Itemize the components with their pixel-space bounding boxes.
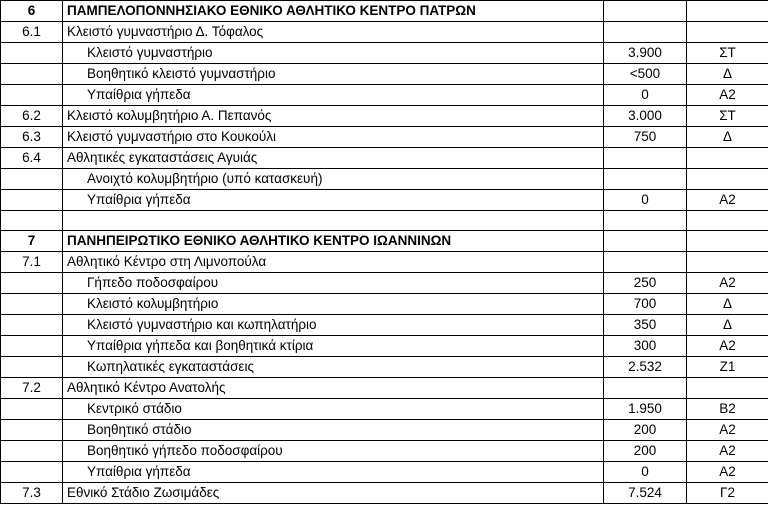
facility-name-cell: Βοηθητικό στάδιο	[63, 420, 604, 441]
row-number-cell	[1, 273, 63, 294]
capacity-cell: 350	[604, 315, 687, 336]
table-row	[1, 357, 768, 378]
category-code-cell	[687, 22, 768, 43]
facility-name-cell: Κλειστό γυμναστήριο	[63, 43, 604, 64]
capacity-cell: 0	[604, 462, 687, 483]
facility-name-cell: Αθλητικές εγκαταστάσεις Αγυιάς	[63, 148, 604, 169]
table-row	[1, 106, 768, 127]
category-code-cell: Α2	[687, 441, 768, 462]
table-row	[1, 169, 768, 190]
facility-name-cell: Κλειστό γυμναστήριο Δ. Τόφαλος	[63, 22, 604, 43]
facility-name-cell: Κλειστό κολυμβητήριο	[63, 294, 604, 315]
row-number-cell: 6.2	[1, 106, 63, 127]
capacity-cell	[604, 169, 687, 190]
row-number-cell: 6.4	[1, 148, 63, 169]
section-row	[1, 231, 768, 252]
capacity-cell: 3.900	[604, 43, 687, 64]
category-code-cell	[687, 252, 768, 273]
table-row	[1, 399, 768, 420]
category-code-cell: Δ	[687, 315, 768, 336]
facility-name-cell: ΠΑΝΗΠΕΙΡΩΤΙΚΟ ΕΘΝΙΚΟ ΑΘΛΗΤΙΚΟ ΚΕΝΤΡΟ ΙΩΑΝΝΙΝΩΝ	[63, 231, 604, 252]
facility-name-cell: Βοηθητικό κλειστό γυμναστήριο	[63, 64, 604, 85]
facility-name-cell: Κλειστό γυμναστήριο και κωπηλατήριο	[63, 315, 604, 336]
table-row	[1, 483, 768, 504]
facility-name-cell: Κλειστό κολυμβητήριο Α. Πεπανός	[63, 106, 604, 127]
capacity-cell	[604, 252, 687, 273]
capacity-cell	[604, 22, 687, 43]
facility-name-cell: Κλειστό γυμναστήριο στο Κουκούλι	[63, 127, 604, 148]
facility-name-cell: Υπαίθρια γήπεδα	[63, 190, 604, 211]
facility-name-cell	[63, 211, 604, 231]
row-number-cell: 7.3	[1, 483, 63, 504]
table-row	[1, 252, 768, 273]
table-row	[1, 127, 768, 148]
category-code-cell: ΣΤ	[687, 43, 768, 64]
row-number-cell	[1, 64, 63, 85]
category-code-cell	[687, 148, 768, 169]
facility-name-cell: Υπαίθρια γήπεδα	[63, 85, 604, 106]
table-row	[1, 64, 768, 85]
row-number-cell	[1, 211, 63, 231]
category-code-cell: Α2	[687, 85, 768, 106]
row-number-cell: 6.3	[1, 127, 63, 148]
row-number-cell	[1, 399, 63, 420]
facility-name-cell: Αθλητικό Κέντρο στη Λιμνοπούλα	[63, 252, 604, 273]
category-code-cell: Α2	[687, 462, 768, 483]
row-number-cell	[1, 190, 63, 211]
row-number-cell	[1, 169, 63, 190]
category-code-cell	[687, 169, 768, 190]
facilities-table-body	[1, 1, 768, 504]
facility-name-cell: Αθλητικό Κέντρο Ανατολής	[63, 378, 604, 399]
capacity-cell	[604, 211, 687, 231]
category-code-cell: ΣΤ	[687, 106, 768, 127]
capacity-cell: 200	[604, 441, 687, 462]
row-number-cell: 6.1	[1, 22, 63, 43]
category-code-cell	[687, 378, 768, 399]
capacity-cell: 0	[604, 85, 687, 106]
category-code-cell: Γ2	[687, 483, 768, 504]
table-row	[1, 462, 768, 483]
table-row	[1, 378, 768, 399]
facility-name-cell: Κωπηλατικές εγκαταστάσεις	[63, 357, 604, 378]
facility-name-cell: Εθνικό Στάδιο Ζωσιμάδες	[63, 483, 604, 504]
capacity-cell	[604, 1, 687, 22]
category-code-cell: Δ	[687, 64, 768, 85]
row-number-cell	[1, 85, 63, 106]
facility-name-cell: ΠΑΜΠΕΛΟΠΟΝΝΗΣΙΑΚΟ ΕΘΝΙΚΟ ΑΘΛΗΤΙΚΟ ΚΕΝΤΡΟ ΠΑΤΡΩΝ	[63, 1, 604, 22]
capacity-cell: 2.532	[604, 357, 687, 378]
row-number-cell	[1, 294, 63, 315]
facility-name-cell: Ανοιχτό κολυμβητήριο (υπό κατασκευή)	[63, 169, 604, 190]
table-row	[1, 441, 768, 462]
category-code-cell	[687, 211, 768, 231]
row-number-cell	[1, 462, 63, 483]
category-code-cell: Δ	[687, 127, 768, 148]
capacity-cell: 750	[604, 127, 687, 148]
table-row	[1, 190, 768, 211]
table-row	[1, 43, 768, 64]
table-row	[1, 85, 768, 106]
row-number-cell: 7.2	[1, 378, 63, 399]
facility-name-cell: Γήπεδο ποδοσφαίρου	[63, 273, 604, 294]
table-row	[1, 273, 768, 294]
table-row	[1, 22, 768, 43]
table-row	[1, 294, 768, 315]
capacity-cell	[604, 148, 687, 169]
section-row	[1, 1, 768, 22]
table-row	[1, 420, 768, 441]
category-code-cell: Α2	[687, 273, 768, 294]
row-number-cell: 7	[1, 231, 63, 252]
row-number-cell	[1, 43, 63, 64]
capacity-cell: 700	[604, 294, 687, 315]
facility-name-cell: Υπαίθρια γήπεδα και βοηθητικά κτίρια	[63, 336, 604, 357]
category-code-cell: Ζ1	[687, 357, 768, 378]
category-code-cell: Δ	[687, 294, 768, 315]
capacity-cell: 250	[604, 273, 687, 294]
table-row	[1, 315, 768, 336]
capacity-cell: <500	[604, 64, 687, 85]
capacity-cell	[604, 378, 687, 399]
category-code-cell	[687, 1, 768, 22]
capacity-cell: 0	[604, 190, 687, 211]
row-number-cell	[1, 336, 63, 357]
facility-name-cell: Κεντρικό στάδιο	[63, 399, 604, 420]
category-code-cell: Α2	[687, 190, 768, 211]
facility-name-cell: Υπαίθρια γήπεδα	[63, 462, 604, 483]
row-number-cell	[1, 441, 63, 462]
capacity-cell: 3.000	[604, 106, 687, 127]
category-code-cell: Α2	[687, 420, 768, 441]
row-number-cell	[1, 420, 63, 441]
category-code-cell: Β2	[687, 399, 768, 420]
capacity-cell: 200	[604, 420, 687, 441]
capacity-cell: 7.524	[604, 483, 687, 504]
facility-name-cell: Βοηθητικό γήπεδο ποδοσφαίρου	[63, 441, 604, 462]
capacity-cell	[604, 231, 687, 252]
row-number-cell: 6	[1, 1, 63, 22]
row-number-cell: 7.1	[1, 252, 63, 273]
table-row	[1, 148, 768, 169]
capacity-cell: 1.950	[604, 399, 687, 420]
row-number-cell	[1, 357, 63, 378]
category-code-cell: Α2	[687, 336, 768, 357]
category-code-cell	[687, 231, 768, 252]
capacity-cell: 300	[604, 336, 687, 357]
table-row	[1, 336, 768, 357]
row-number-cell	[1, 315, 63, 336]
table-row	[1, 211, 768, 231]
